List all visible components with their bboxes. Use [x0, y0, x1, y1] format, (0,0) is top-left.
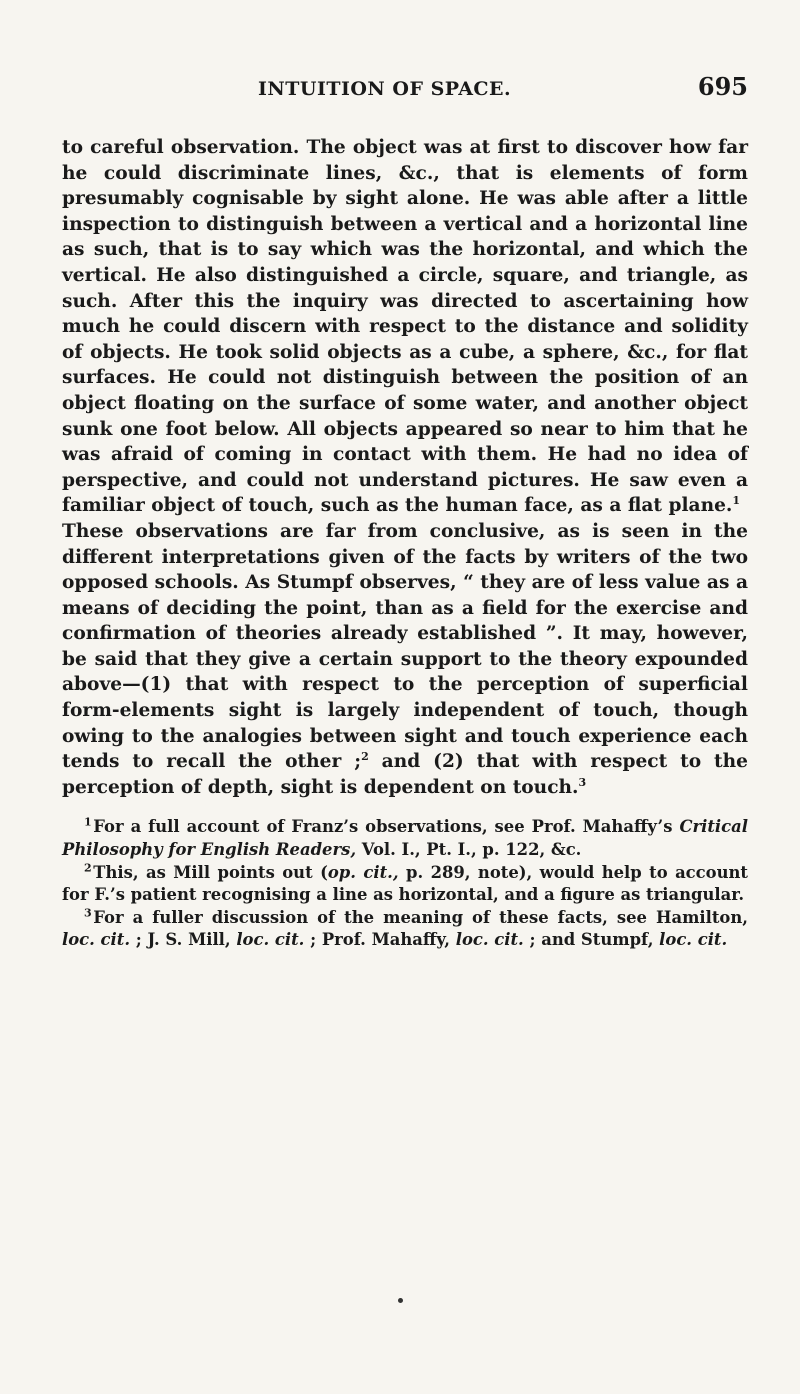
footnote	[62, 907, 748, 952]
body-text	[62, 135, 748, 800]
footnote-text: This, as Mill points out (	[93, 862, 328, 882]
footnote-text: p. 289, note), would help to account for F.’s patient recognising a line as horizontal, and a figure as triangular.	[62, 862, 748, 905]
footnote-ref: 1	[732, 494, 741, 508]
paragraph-text: to careful observation. The object was at first to discover how far he could discriminate lines, &c., that is elements of form presumably cognisable by sight alone. He was able after a little inspection to distinguish between a vertical and a horizontal line as such, that is to say which was the horizontal, and which the vertical. He also distinguished a circle, square, and triangle, as such. After this the inquiry was directed to ascertaining how much he could discern with respect to the distance and solidity of objects. He took solid objects as a cube, a sphere, &c., for flat surfaces. He could not distinguish between the position of an object floating on the surface of some water, and another object sunk one foot below. All objects appeared so near to him that he was afraid of coming in contact with them. He had no idea of perspective, and could not understand pictures. He saw even a familiar object of touch, such as the human face, as a flat plane.	[62, 137, 748, 517]
footnote-text: For a fuller discussion of the meaning of these facts, see Hamilton,	[93, 907, 748, 927]
footnote-mark: 3	[84, 906, 92, 920]
footnote-mark: 1	[84, 815, 92, 829]
footnote-text: ; Prof. Mahaffy,	[304, 930, 456, 950]
page-number: 695	[697, 72, 748, 101]
footnote-title: Critical Philosophy for English Readers,	[62, 817, 748, 860]
footnote-text: ; and Stumpf,	[523, 930, 660, 950]
paragraph-text: and (2) that with respect to the perception of depth, sight is dependent on touch.	[62, 751, 748, 798]
footnote-ref: 3	[578, 775, 587, 789]
footnote-ref: 2	[361, 750, 369, 764]
ink-speck	[398, 1298, 403, 1303]
footnote	[62, 816, 748, 861]
footnote-text: Vol. I., Pt. I., p. 122, &c.	[356, 840, 582, 860]
page-header	[62, 72, 748, 120]
footnote-citation: loc. cit.	[659, 930, 728, 950]
book-page	[62, 0, 748, 952]
footnote-citation: loc. cit.	[62, 930, 131, 950]
footnotes	[62, 816, 748, 952]
footnote-text: ; J. S. Mill,	[130, 930, 237, 950]
footnote-mark: 2	[84, 861, 92, 875]
footnote	[62, 862, 748, 907]
footnote-citation: loc. cit.	[455, 930, 524, 950]
running-head: INTUITION OF SPACE.	[258, 78, 512, 100]
paragraph-text: These observations are far from conclusive, as is seen in the different interpretations given of the facts by writers of the two opposed schools. As Stumpf observes, “ they are of less value as a means of deciding the point, than as a field for the exercise and confirmation of theories already established ”. It may, however, be said that they give a certain support to the theory expounded above—(1) that with respect to the perception of superficial form-elements sight is largely independent of touch, though owing to the analogies between sight and touch experience each tends to recall the other ;	[62, 520, 748, 773]
paragraph	[62, 519, 748, 801]
footnote-citation: loc. cit.	[236, 930, 305, 950]
paragraph	[62, 135, 748, 519]
footnote-text: For a full account of Franz’s observations, see Prof. Mahaffy’s	[93, 817, 680, 837]
footnote-citation: op. cit.,	[327, 862, 399, 882]
